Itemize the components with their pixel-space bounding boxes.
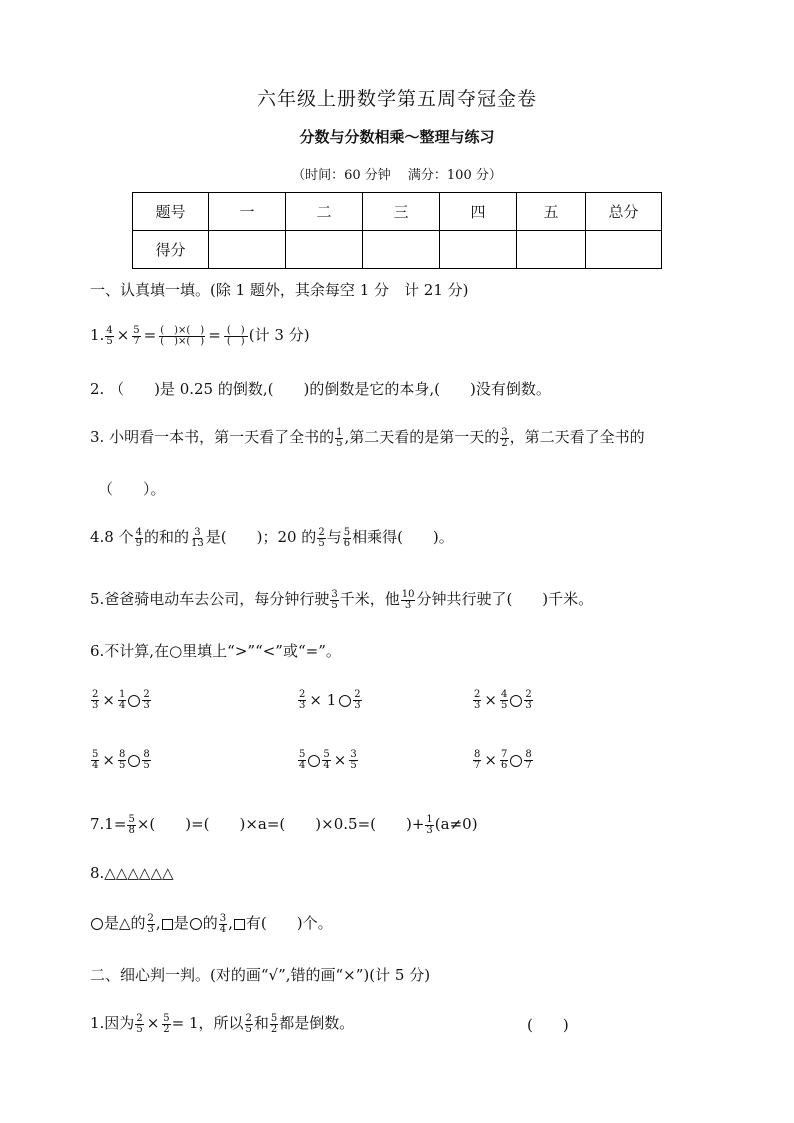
fraction: $\frac{4}{9}$ [135,526,142,549]
fraction: $\frac{5}{6}$ [343,526,351,549]
compare-circle[interactable] [510,755,522,767]
score-header-cell: 三 [363,193,440,231]
section2-heading: 二、细心判一判。(对的画“√”,错的画“×”)(计 5 分) [90,966,431,984]
compare-item-1: $\frac{2}{3}$ × $\frac{1}{4}$ $\frac{2}{3}$ [92,689,150,711]
q7-text: (a≠0) [434,815,478,833]
fraction: $\frac{5}{7}$ [133,324,140,347]
judge-answer-blank[interactable]: ( ) [527,1016,569,1034]
fraction: $\frac{2}{5}$ [245,1012,252,1035]
q4-text: 4.8 个 [90,528,134,546]
circle-shape-icon [91,918,103,930]
q3-text: ，第二天看了全书的 [509,428,645,446]
q5-text: 千米，他 [339,590,400,608]
square-shape-icon [234,919,245,930]
fraction: $\frac{5}{2}$ [163,1012,170,1035]
square-shape-icon [162,919,173,930]
score-table [132,192,662,269]
judge-text: 都是倒数。 [279,1014,355,1032]
compare-item-2: $\frac{2}{3}$ × 1 $\frac{2}{3}$ [299,689,361,711]
compare-circle[interactable] [128,695,140,707]
score-table-score-row [133,231,662,269]
compare-circle[interactable] [308,755,320,767]
score-cell[interactable] [209,231,286,269]
score-header-cell: 题号 [133,193,209,231]
q8-text: , [228,914,233,932]
page-title: 六年级上册数学第五周夺冠金卷 [256,88,537,110]
score-header-cell: 二 [286,193,363,231]
compare-item-5: $\frac{5}{4}$ $\frac{5}{4}$ × $\frac{3}{5}$ [299,749,357,771]
fraction: $\frac{5}{8}$ [128,813,135,836]
q8-text: 是△的 [104,914,146,932]
question-5 [90,588,593,611]
q3-text: 3. 小明看一本书，第一天看了全书的 [90,428,335,446]
question-4 [90,526,454,549]
section1-heading: 一、认真填一填。(除 1 题外，其余每空 1 分 计 21 分) [90,281,469,299]
judge-text: = 1，所以 [171,1014,244,1032]
q5-text: 分钟共行驶了( )千米。 [416,590,594,608]
circle-shape-icon [190,918,202,930]
question-7 [90,813,478,836]
score-header-cell: 一 [209,193,286,231]
score-cell[interactable] [286,231,363,269]
fraction: $\frac{3}{2}$ [501,426,508,449]
fraction: $\frac{2}{5}$ [318,526,325,549]
fraction: $\frac{3}{13}$ [191,526,204,549]
q5-text: 5.爸爸骑电动车去公司，每分钟行驶 [90,590,330,608]
score-header-cell: 总分 [586,193,662,231]
q8-text: 有( )个。 [245,914,333,932]
q4-text: 是( )；20 的 [205,528,317,546]
question-8-line2 [90,912,333,935]
q4-text: 的和的 [144,528,190,546]
fraction: $\frac{2}{3}$ [147,912,154,935]
score-header-cell: 四 [440,193,517,231]
question-6: 6.不计算,在○里填上“>”“<”或“=”。 [90,642,341,660]
q7-text: ×( )=( )×a=( )×0.5=( )+ [136,815,425,833]
question-3-blank[interactable]: （ ）。 [98,480,166,498]
fraction: $\frac{1}{5}$ [336,426,343,449]
fraction-blank[interactable]: $\frac{( )\times( )}{( )\times( )}$ [160,324,205,347]
compare-item-4: $\frac{5}{4}$ × $\frac{8}{5}$ $\frac{8}{5}$ [92,749,150,771]
judge-question-1: 1.因为 $\frac{2}{5}$ × $\frac{5}{2}$ = 1，所以 $\frac{2}{5}$ 和 $\frac{5}{2}$ 都是倒数。 [90,1012,355,1035]
fraction: $\frac{5}{2}$ [270,1012,278,1035]
time-info: （时间：60 分钟 满分：100 分） [292,168,502,183]
page-subtitle: 分数与分数相乘～整理与练习 [299,128,495,146]
score-cell[interactable] [363,231,440,269]
question-2: 2. （ )是 0.25 的倒数,( )的倒数是它的本身,( )没有倒数。 [90,380,551,398]
score-header-cell: 五 [517,193,586,231]
fraction: $\frac{4}{5}$ [106,324,113,347]
compare-circle[interactable] [128,755,140,767]
q8-text: 的 [202,914,218,932]
compare-circle[interactable] [339,695,351,707]
q4-text: 相乘得( )。 [352,528,454,546]
q7-text: 7.1= [90,815,127,833]
score-cell[interactable] [440,231,517,269]
score-row-label: 得分 [133,231,209,269]
q8-text: 是 [173,914,189,932]
judge-text: 和 [253,1014,269,1032]
score-cell[interactable] [586,231,662,269]
q4-text: 与 [326,528,342,546]
question-8: 8.△△△△△△ [90,864,174,882]
fraction: $\frac{3}{5}$ [331,588,338,611]
judge-text: 1.因为 [90,1014,135,1032]
score-table-header-row [133,193,662,231]
q8-text: , [155,914,161,932]
question-1: 1. $\frac{4}{5}$ × $\frac{5}{7}$ = $\frac{( )\times( )}{( )\times( )}$ = $\frac{( )}{( )}$ (计 3 分) [90,324,310,347]
q1-suffix: (计 3 分) [248,326,310,344]
fraction: $\frac{2}{5}$ [136,1012,143,1035]
compare-item-6: $\frac{8}{7}$ × $\frac{7}{6}$ $\frac{8}{7}$ [474,749,532,771]
score-cell[interactable] [517,231,586,269]
compare-circle[interactable] [510,695,522,707]
fraction: $\frac{1}{3}$ [426,813,433,836]
fraction: $\frac{3}{4}$ [219,912,227,935]
q3-text: ,第二天看的是第一天的 [344,428,500,446]
question-3 [90,426,645,449]
compare-item-3: $\frac{2}{3}$ × $\frac{4}{5}$ $\frac{2}{3}$ [474,689,532,711]
q1-prefix: 1. [90,326,105,344]
fraction-blank[interactable]: $\frac{( )}{( )}$ [224,326,248,347]
fraction: $\frac{10}{3}$ [401,588,415,611]
